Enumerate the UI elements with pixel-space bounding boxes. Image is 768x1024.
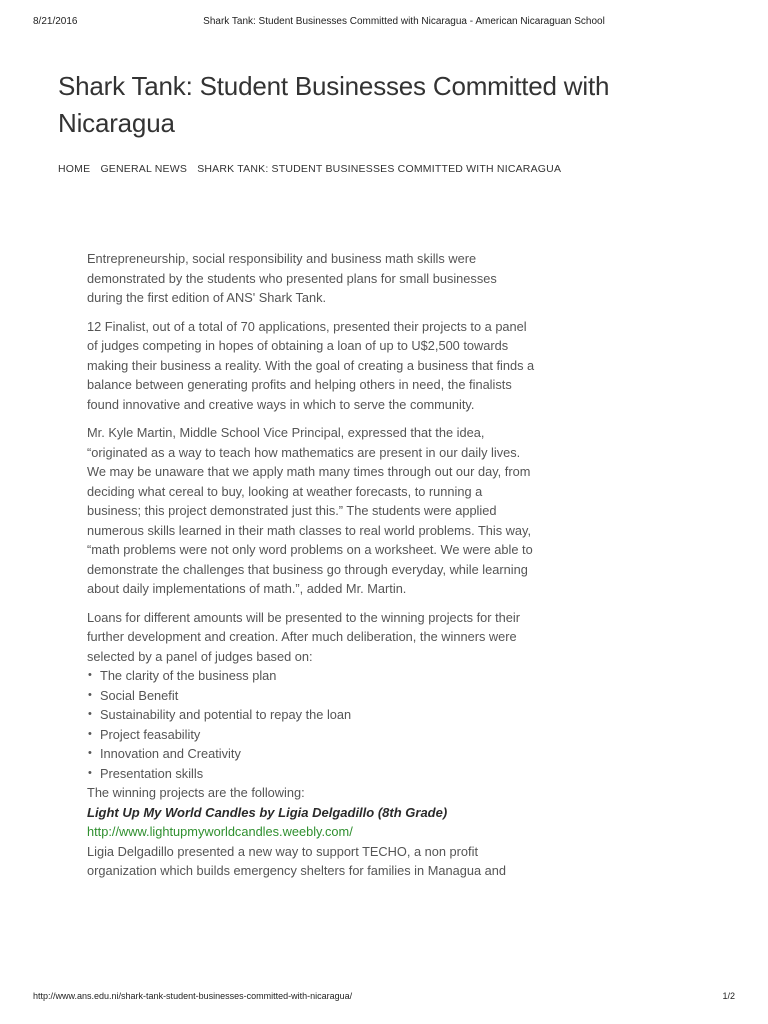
breadcrumb-current: SHARK TANK: STUDENT BUSINESSES COMMITTED WITH NICARAGUA [197,163,562,175]
print-url: http://www.ans.edu.ni/shark-tank-student-businesses-committed-with-nicaragua/ [33,991,353,1001]
article-paragraph: 12 Finalist, out of a total of 70 applications, presented their projects to a panel of judges competing in hopes of obtaining a loan of up to U$2,500 towards making their business a reality. With the goal of creating a business that finds a balance between generating profits and helping others in need, the finalists found innovative and creative ways in which to serve the community. [87,318,535,412]
article-paragraph: Entrepreneurship, social responsibility and business math skills were demonstrated by the students who presented plans for small businesses during the first edition of ANS' Shark Tank. [87,251,497,305]
criteria-list [87,666,535,783]
print-date: 8/21/2016 [33,16,78,27]
project-link[interactable]: http://www.lightupmyworldcandles.weebly.com/ [87,824,353,839]
article-paragraph: Loans for different amounts will be presented to the winning projects for their further development and creation. After much deliberation, the winners were selected by a panel of judges based on: [87,609,520,664]
list-item: • Innovation and Creativity [87,744,535,764]
print-footer [33,991,735,1007]
page-title: Shark Tank: Student Businesses Committed with Nicaragua [58,71,610,138]
breadcrumb-general-news[interactable]: GENERAL NEWS [100,163,188,175]
article-paragraph: Mr. Kyle Martin, Middle School Vice Principal, expressed that the idea, “originated as a way to teach how mathematics are present in our daily lives. We may be unaware that we apply math many times through out our day, from deciding what cereal to buy, looking at weather forecasts, to running a business; this project demonstrated just this.” The students were applied numerous skills learned in their math classes to real world problems. This way, “math problems were not only word problems on a worksheet. We were able to demonstrate the challenges that business go through everyday, while learning about daily implementations of math.”, added Mr. Martin. [87,425,533,596]
list-item: • Sustainability and potential to repay the loan [87,705,535,725]
list-item: • The clarity of the business plan [87,666,535,686]
project-title: Light Up My World Candles by Ligia Delgadillo (8th Grade) [87,804,448,820]
project-description: Ligia Delgadillo presented a new way to support TECHO, a non profit organization which builds emergency shelters for families in Managua and [87,843,506,878]
print-page-number: 1/2 [722,991,735,1001]
breadcrumb-home[interactable]: HOME [58,163,91,175]
breadcrumb [58,163,568,175]
article-body [87,249,535,881]
list-item: • Social Benefit [87,686,535,706]
print-title: Shark Tank: Student Businesses Committed with Nicaragua - American Nicaraguan School [203,16,605,27]
list-item: • Presentation skills [87,764,535,784]
print-header [33,16,735,32]
winners-intro: The winning projects are the following: [87,785,305,800]
list-item: • Project feasability [87,725,535,745]
